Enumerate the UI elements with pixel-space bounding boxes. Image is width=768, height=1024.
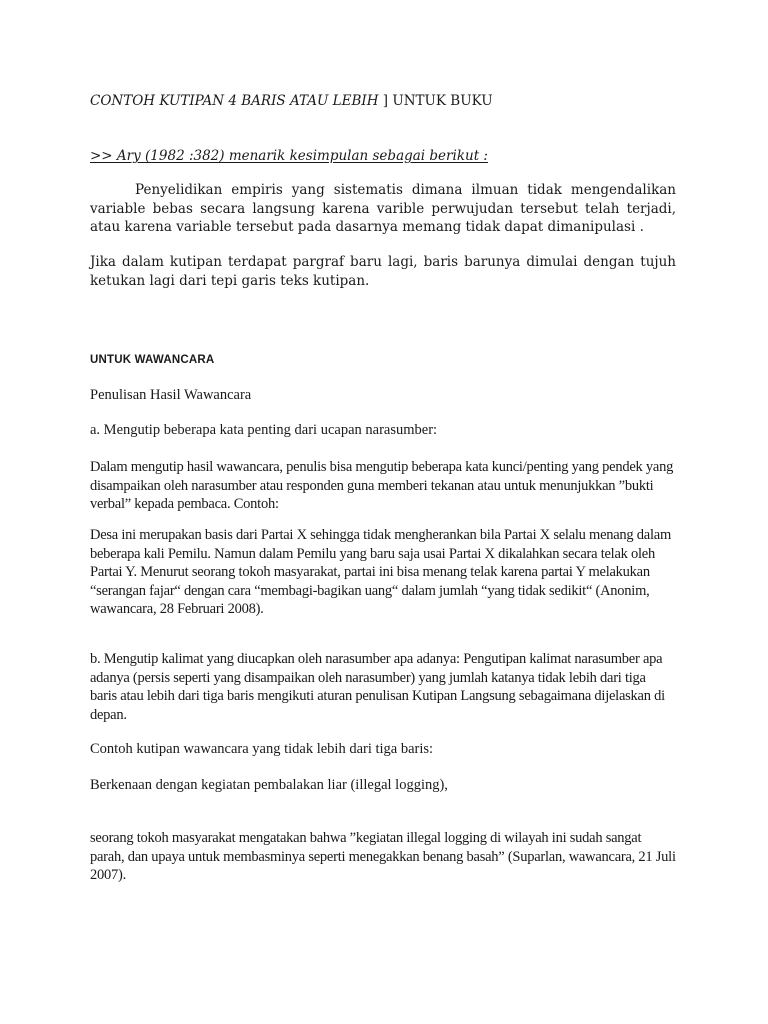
section-subtitle: Penulisan Hasil Wawancara [90,387,252,403]
citation-source-line: >> Ary (1982 :382) menarik kesimpulan sebagai berikut : [90,148,488,164]
paragraph-point-b: b. Mengutip kalimat yang diucapkan oleh narasumber apa adanya: Pengutipan kalimat narasumber apa adanya (persis seperti yang disampaikan oleh narasumber) yang jumlah katanya tidak lebih dari tiga baris atau lebih dari tiga baris mengikuti aturan penulisan Kutipan Langsung sebagaimana dijelaskan di depan. [90,651,665,723]
section-heading-wawancara: UNTUK WAWANCARA [90,354,215,366]
paragraph-point-a: Dalam mengutip hasil wawancara, penulis bisa mengutip beberapa kata kunci/penting yang pendek yang disampaikan oleh narasumber atau responden guna memberi tekanan atau untuk menunjukkan ”bukti verbal” kepada pembaca. Contoh: [90,459,674,512]
example-a-quote: Desa ini merupakan basis dari Partai X sehingga tidak mengherankan bila Partai X selalu menang dalam beberapa kali Pemilu. Namun dalam Pemilu yang baru saja usai Partai X dikalahkan secara telak oleh Partai Y. Menurut seorang tokoh masyarakat, partai ini bisa menang telak karena partai Y melakukan “serangan fajar“ dengan cara “membagi-bagikan uang“ dalam jumlah “yang tidak sedikit“ (Anonim, wawancara, 28 Februari 2008). [90,527,671,617]
example-b-intro: Berkenaan dengan kegiatan pembalakan liar (illegal logging), [90,777,448,793]
document-title [90,92,676,111]
example-b-quote: seorang tokoh masyarakat mengatakan bahwa ”kegiatan illegal logging di wilayah ini sudah sangat parah, dan upaya untuk membasminya seperti menegakkan benang basah” (Suparlan, wawancara, 21 Juli 2007). [90,830,676,883]
paragraph-note: Jika dalam kutipan terdapat pargraf baru lagi, baris barunya dimulai dengan tujuh ketukan lagi dari tepi garis teks kutipan. [90,254,676,289]
point-a-heading: a. Mengutip beberapa kata penting dari ucapan narasumber: [90,422,438,438]
block-quote-paragraph: Penyelidikan empiris yang sistematis dimana ilmuan tidak mengendalikan variable bebas secara langsung karena varible perwujudan tersebut telah terjadi, atau karena variable tersebut pada dasarnya memang tidak dapat dimanipulasi . [90,182,676,235]
title-plain-part: ] UNTUK BUKU [378,93,493,109]
example-b-title: Contoh kutipan wawancara yang tidak lebih dari tiga baris: [90,741,434,757]
title-italic-part: CONTOH KUTIPAN 4 BARIS ATAU LEBIH [90,93,379,109]
